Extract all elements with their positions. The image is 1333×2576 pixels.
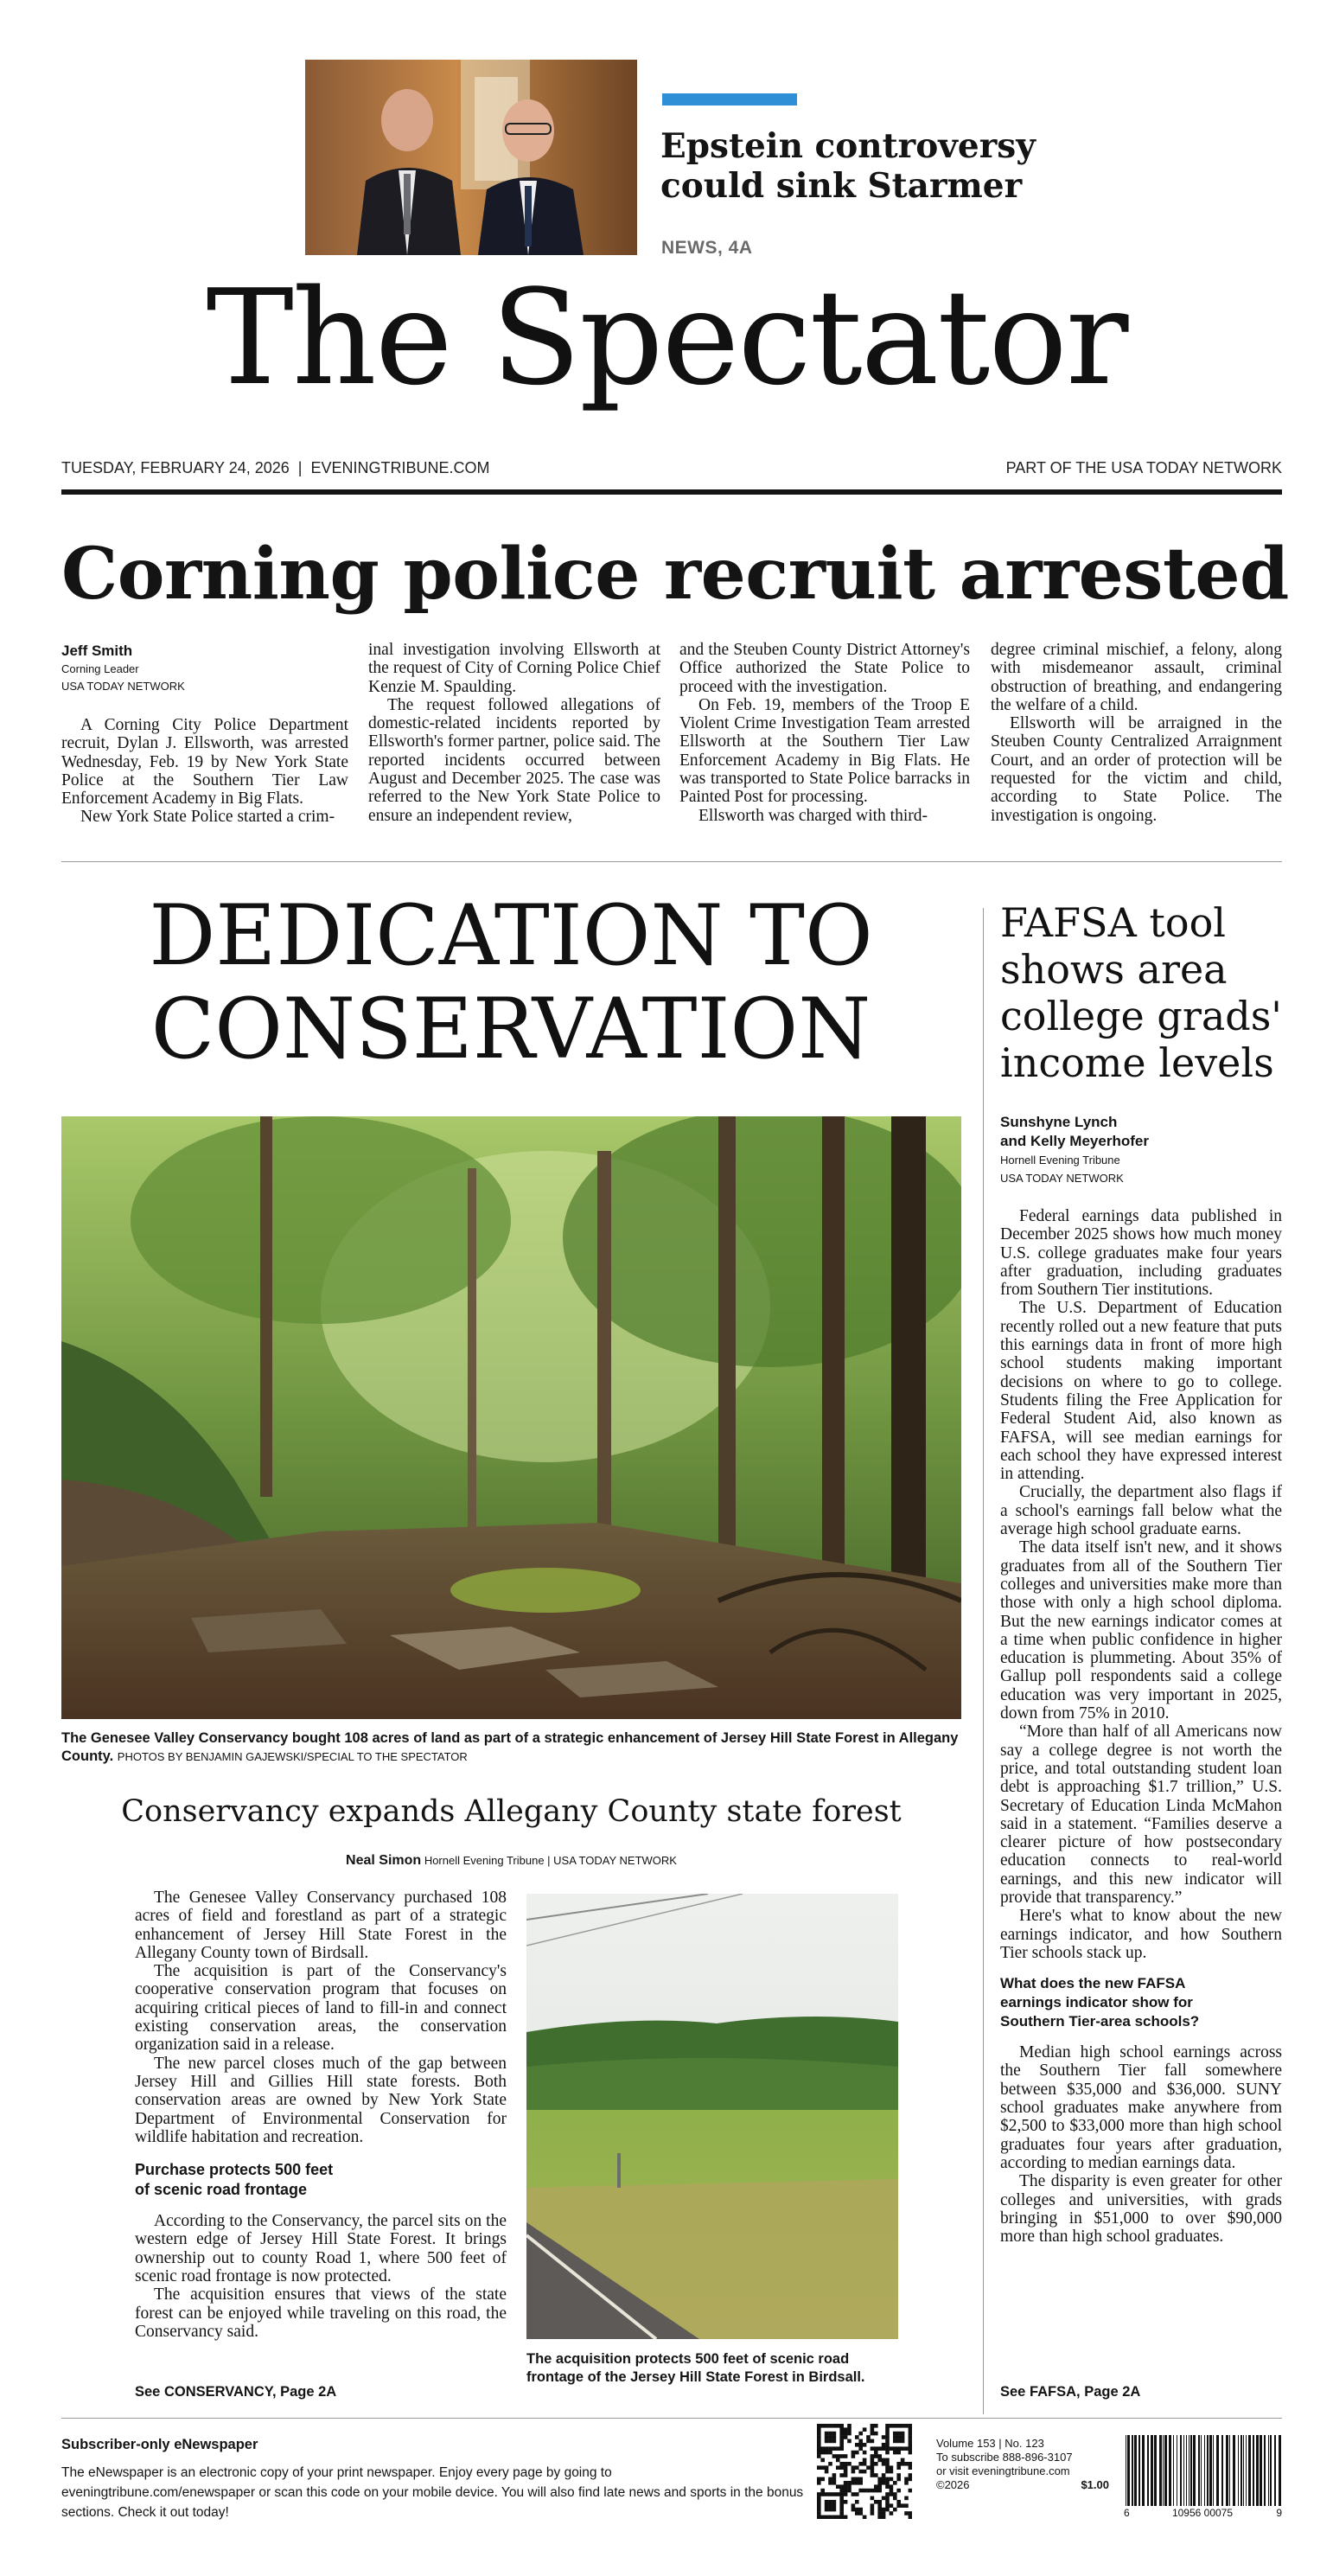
fafsa-headline-line4: income levels: [1000, 1039, 1274, 1086]
barcode-right: 9: [1276, 2507, 1282, 2519]
conservancy-paragraph: According to the Conservancy, the parcel sits on the western edge of Jersey Hill State Forest. It brings ownership out to county Road 1, where 500 feet of scenic road frontage is now protected.: [135, 2212, 507, 2286]
conservancy-byline-rest: Hornell Evening Tribune | USA TODAY NETWORK: [424, 1854, 677, 1867]
lead-paragraph: New York State Police started a crim-: [80, 808, 335, 827]
lead-col-4: [991, 641, 1282, 825]
sidebar-divider: [983, 908, 984, 2414]
conservancy-headline[interactable]: Conservancy expands Allegany County state forest: [121, 1794, 902, 1829]
section-divider: [61, 861, 1282, 862]
fafsa-byline-network: USA TODAY NETWORK: [1000, 1172, 1124, 1185]
lead-paragraph: On Feb. 19, members of the Troop E Violent Crime Investigation Team arrested Ellsworth at the Southern Tier Law Enforcement Academy in Big Flats. He was transported to State Police barracks in Painted Post for processing.: [679, 695, 970, 807]
conservancy-paragraph: The acquisition is part of the Conservancy's cooperative conservation program that focuses on acquiring critical pieces of land to fill-in and connect existing conservation areas, the conservation organization said in a release.: [135, 1962, 507, 2055]
feature-headline-line1: DEDICATION TO: [149, 887, 873, 984]
footer-price: $1.00: [1081, 2478, 1109, 2491]
footer-copyright-row: [936, 2478, 1109, 2492]
lead-byline-network: USA TODAY NETWORK: [61, 680, 185, 693]
fafsa-paragraph: The data itself isn't new, and it shows graduates from all of the Southern Tier colleges and universities make more than those with only a high school diploma. But the new earnings indicator comes at a time when public confidence in higher education is plummeting. About 35% of Gallup poll respondents said a college education was very important in 2025, down from 75% in 2010.: [1000, 1538, 1282, 1723]
feature-headline[interactable]: [61, 889, 960, 1076]
conservancy-byline: [61, 1851, 961, 1870]
fafsa-headline[interactable]: [1000, 899, 1285, 1086]
teaser-photo[interactable]: [305, 60, 637, 255]
conservancy-subhead: [135, 2160, 507, 2200]
lead-headline[interactable]: Corning police recruit arrested: [61, 533, 1289, 616]
fafsa-col: [1000, 1207, 1282, 2246]
teaser-headline-line1: Epstein controversy: [660, 126, 1036, 166]
feature-photo-credit: PHOTOS BY BENJAMIN GAJEWSKI/SPECIAL TO THE SPECTATOR: [117, 1750, 468, 1763]
feature-caption-text: The Genesee Valley Conservancy bought 108 acres of land as part of a strategic enhancement of Jersey Hill State Forest in Allegany County.: [61, 1730, 959, 1764]
feature-photo-caption: [61, 1729, 961, 1766]
teaser-headline[interactable]: [660, 126, 1058, 206]
feature-photo[interactable]: [61, 1116, 961, 1719]
masthead-rule: [61, 489, 1282, 495]
qr-code[interactable]: [817, 2424, 912, 2519]
lead-paragraph: Ellsworth was charged with third-: [698, 806, 928, 825]
fafsa-paragraph: Median high school earnings across the Southern Tier fall somewhere between $35,000 and $36,000. SUNY school graduates make anywhere from $2,500 to $33,000 more than high school graduates four years after graduation, according to median earnings data.: [1000, 2043, 1282, 2172]
fafsa-headline-line3: college grads': [1000, 993, 1282, 1039]
forest-photo-image: [61, 1116, 961, 1719]
masthead-date: TUESDAY, FEBRUARY 24, 2026 | EVENINGTRIBUNE.COM: [61, 459, 490, 476]
feature-headline-line2: CONSERVATION: [150, 981, 871, 1077]
barcode: [1124, 2435, 1282, 2522]
conservancy-paragraph: The new parcel closes much of the gap between Jersey Hill and Gillies Hill state forests. Both conservation areas are owned by New York State Department of Environmental Conservation for wildlife habitation and recreation.: [135, 2054, 507, 2146]
lead-paragraph: A Corning City Police Department recruit, Dylan J. Ellsworth, was arrested Wednesday, Feb. 19 by New York State Police at the Southern Tier Law Enforcement Academy in Big Flats.: [61, 716, 348, 809]
teaser-section[interactable]: NEWS, 4A: [661, 238, 753, 258]
conservancy-subhead-line2: of scenic road frontage: [135, 2181, 308, 2199]
fafsa-subhead-line1: What does the new FAFSA: [1000, 1975, 1186, 1992]
conservancy-paragraph: The acquisition ensures that views of the state forest can be enjoyed while traveling on this road, the Conservancy said.: [135, 2285, 507, 2341]
fafsa-paragraph: Crucially, the department also flags if a school's earnings fall below what the average high school graduate earns.: [1000, 1483, 1282, 1539]
fafsa-jump-link[interactable]: See FAFSA, Page 2A: [1000, 2384, 1141, 2400]
lead-col-1: [61, 642, 348, 827]
barcode-left: 6: [1124, 2507, 1130, 2519]
fafsa-subhead-line3: Southern Tier-area schools?: [1000, 2013, 1200, 2030]
qr-code-image: [817, 2424, 912, 2519]
fafsa-subhead-line2: earnings indicator show for: [1000, 1994, 1193, 2011]
footer-volume: Volume 153 | No. 123: [936, 2437, 1044, 2450]
fafsa-headline-line2: shows area: [1000, 946, 1228, 993]
fafsa-byline: [1000, 1113, 1277, 1187]
conservancy-subhead-line1: Purchase protects 500 feet: [135, 2161, 334, 2179]
footer-copyright: ©2026: [936, 2478, 970, 2491]
fafsa-paragraph: Here's what to know about the new earnings indicator, and how Southern Tier schools stack up.: [1000, 1907, 1282, 1962]
footer-info: [936, 2437, 1109, 2492]
teaser-photo-image: [305, 60, 637, 255]
fafsa-paragraph: The disparity is even greater for other colleges and universities, with grads bringing in $51,000 to over $90,000 more than high school graduates.: [1000, 2172, 1282, 2247]
road-photo-caption: The acquisition protects 500 feet of scenic road frontage of the Jersey Hill State Forest in Birdsall.: [526, 2351, 865, 2385]
fafsa-byline-line1: Sunshyne Lynch: [1000, 1114, 1118, 1130]
footer-divider: [61, 2418, 1282, 2419]
conservancy-paragraph: The Genesee Valley Conservancy purchased 108 acres of field and forestland as part of a strategic enhancement of Jersey Hill State Forest in the Allegany County town of Birdsall.: [135, 1889, 507, 1962]
footer-subscribe: To subscribe 888-896-3107: [936, 2451, 1073, 2464]
lead-byline-name: Jeff Smith: [61, 642, 133, 659]
teaser-headline-line2: could sink Starmer: [660, 166, 1023, 206]
fafsa-byline-outlet: Hornell Evening Tribune: [1000, 1154, 1120, 1167]
road-photo-image: [526, 1894, 898, 2339]
lead-col-1-text: [61, 716, 348, 827]
fafsa-paragraph: “More than half of all Americans now say a college degree is not worth the price, and total outstanding student loan debt is approaching $1.7 trillion,” U.S. Secretary of Education Linda McMahon said in a statement. “Families deserve a clearer picture of how postsecondary education connects to real-world earnings, and this new indicator will provide that transparency.”: [1000, 1723, 1282, 1907]
fafsa-paragraph: The U.S. Department of Education recently rolled out a new feature that puts this earnings data in front of more high school students making important decisions on where to go to college. Students filing the Free Application for Federal Student Aid, also known as FAFSA, will see median earnings for each school they have expressed interest in attending.: [1000, 1299, 1282, 1484]
fafsa-subhead: [1000, 1974, 1282, 2031]
lead-paragraph: inal investigation involving Ellsworth at the request of City of Corning Police Chief Kenzie M. Spaulding.: [368, 641, 660, 696]
road-photo[interactable]: [526, 1894, 898, 2339]
conservancy-jump-link[interactable]: See CONSERVANCY, Page 2A: [135, 2384, 337, 2400]
masthead-network: PART OF THE USA TODAY NETWORK: [1005, 459, 1282, 476]
lead-byline-outlet: Corning Leader: [61, 662, 139, 675]
fafsa-headline-line1: FAFSA tool: [1000, 899, 1226, 946]
fafsa-paragraph: Federal earnings data published in December 2025 shows how much money U.S. college graduates make four years after graduation, including graduates from Southern Tier institutions.: [1000, 1207, 1282, 1300]
masthead-title[interactable]: The Spectator: [206, 261, 1127, 414]
lead-paragraph: degree criminal mischief, a felony, along with misdemeanor assault, criminal obstruction of breathing, and endangering the welfare of a child.: [991, 641, 1282, 714]
lead-paragraph: The request followed allegations of domestic-related incidents reported by Ellsworth's former partner, police said. The reported incidents occurred between August and December 2025. The case was referred to the New York State Police to ensure an independent review,: [368, 695, 660, 825]
lead-paragraph: Ellsworth will be arraigned in the Steuben County Centralized Arraignment Court, and an order of protection will be requested for the victim and child, according to State Police. The investigation is ongoing.: [991, 714, 1282, 825]
promo-title[interactable]: Subscriber-only eNewspaper: [61, 2437, 258, 2452]
barcode-mid: 10956 00075: [1171, 2507, 1234, 2519]
lead-paragraph: and the Steuben County District Attorney's Office authorized the State Police to proceed with the investigation.: [679, 641, 970, 696]
footer-visit: or visit eveningtribune.com: [936, 2464, 1070, 2477]
promo-text: The eNewspaper is an electronic copy of your print newspaper. Enjoy every page by going to eveningtribune.com/enewspaper or scan this code on your mobile device. You will also find late news and sports in the bonus sections. Check it out today!: [61, 2465, 804, 2520]
lead-col-2: [368, 641, 660, 825]
teaser-accent-bar: [662, 93, 797, 105]
fafsa-byline-line2: and Kelly Meyerhofer: [1000, 1133, 1149, 1149]
conservancy-col: [135, 1889, 507, 2341]
lead-col-3: [679, 641, 970, 825]
conservancy-byline-name: Neal Simon: [346, 1853, 422, 1868]
barcode-image: [1124, 2435, 1282, 2506]
